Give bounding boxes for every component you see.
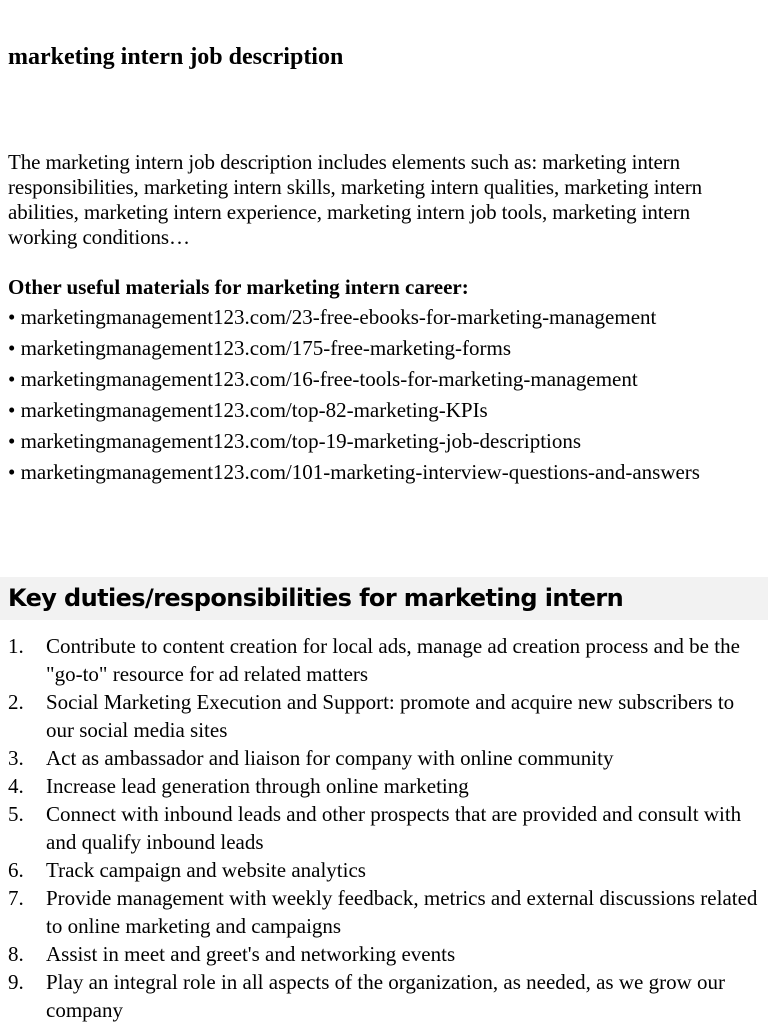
- duty-number: 1.: [8, 634, 24, 658]
- duty-number: 7.: [8, 886, 24, 910]
- page-title: marketing intern job description: [8, 44, 344, 70]
- duty-number: 8.: [8, 942, 24, 966]
- duty-item: [0, 744, 768, 772]
- duty-text: Connect with inbound leads and other prospects that are provided and consult with and qualify inbound leads: [46, 802, 742, 854]
- duty-number: 9.: [8, 970, 24, 994]
- materials-link[interactable]: • marketingmanagement123.com/16-free-tools-for-marketing-management: [8, 367, 638, 391]
- duties-list: [0, 632, 768, 1024]
- duty-text: Act as ambassador and liaison for company with online community: [46, 746, 614, 770]
- duty-item: [0, 800, 768, 856]
- duty-number: 2.: [8, 690, 24, 714]
- duty-number: 5.: [8, 802, 24, 826]
- duty-item: [0, 772, 768, 800]
- duty-item: [0, 632, 768, 688]
- materials-link[interactable]: • marketingmanagement123.com/23-free-ebooks-for-marketing-management: [8, 305, 657, 329]
- duty-item: [0, 940, 768, 968]
- duty-item: [0, 968, 768, 1024]
- duty-text: Increase lead generation through online marketing: [46, 774, 469, 798]
- materials-link[interactable]: • marketingmanagement123.com/175-free-marketing-forms: [8, 336, 512, 360]
- duty-text: Assist in meet and greet's and networking events: [46, 942, 456, 966]
- materials-link[interactable]: • marketingmanagement123.com/top-82-marketing-KPIs: [8, 398, 488, 422]
- duty-item: [0, 688, 768, 744]
- duty-text: Provide management with weekly feedback, metrics and external discussions related to online marketing and campaigns: [46, 886, 758, 938]
- duty-number: 4.: [8, 774, 24, 798]
- materials-link[interactable]: • marketingmanagement123.com/101-marketing-interview-questions-and-answers: [8, 460, 700, 484]
- materials-link[interactable]: • marketingmanagement123.com/top-19-marketing-job-descriptions: [8, 429, 582, 453]
- duty-item: [0, 884, 768, 940]
- duty-number: 3.: [8, 746, 24, 770]
- materials-heading: Other useful materials for marketing intern career:: [8, 275, 469, 299]
- duties-section-header: [0, 577, 768, 620]
- duty-text: Track campaign and website analytics: [46, 858, 366, 882]
- intro-paragraph: The marketing intern job description includes elements such as: marketing intern responsibilities, marketing intern skills, marketing intern qualities, marketing intern abilities, marketing intern experience, marketing intern job tools, marketing intern working conditions…: [8, 150, 703, 249]
- duty-text: Contribute to content creation for local ads, manage ad creation process and be the "go-to" resource for ad related matters: [46, 634, 740, 686]
- duties-heading: Key duties/responsibilities for marketing intern: [8, 584, 624, 612]
- duty-text: Play an integral role in all aspects of the organization, as needed, as we grow our company: [46, 970, 725, 1022]
- duty-item: [0, 856, 768, 884]
- duty-text: Social Marketing Execution and Support: promote and acquire new subscribers to our social media sites: [46, 690, 735, 742]
- materials-list: [8, 305, 753, 491]
- duty-number: 6.: [8, 858, 24, 882]
